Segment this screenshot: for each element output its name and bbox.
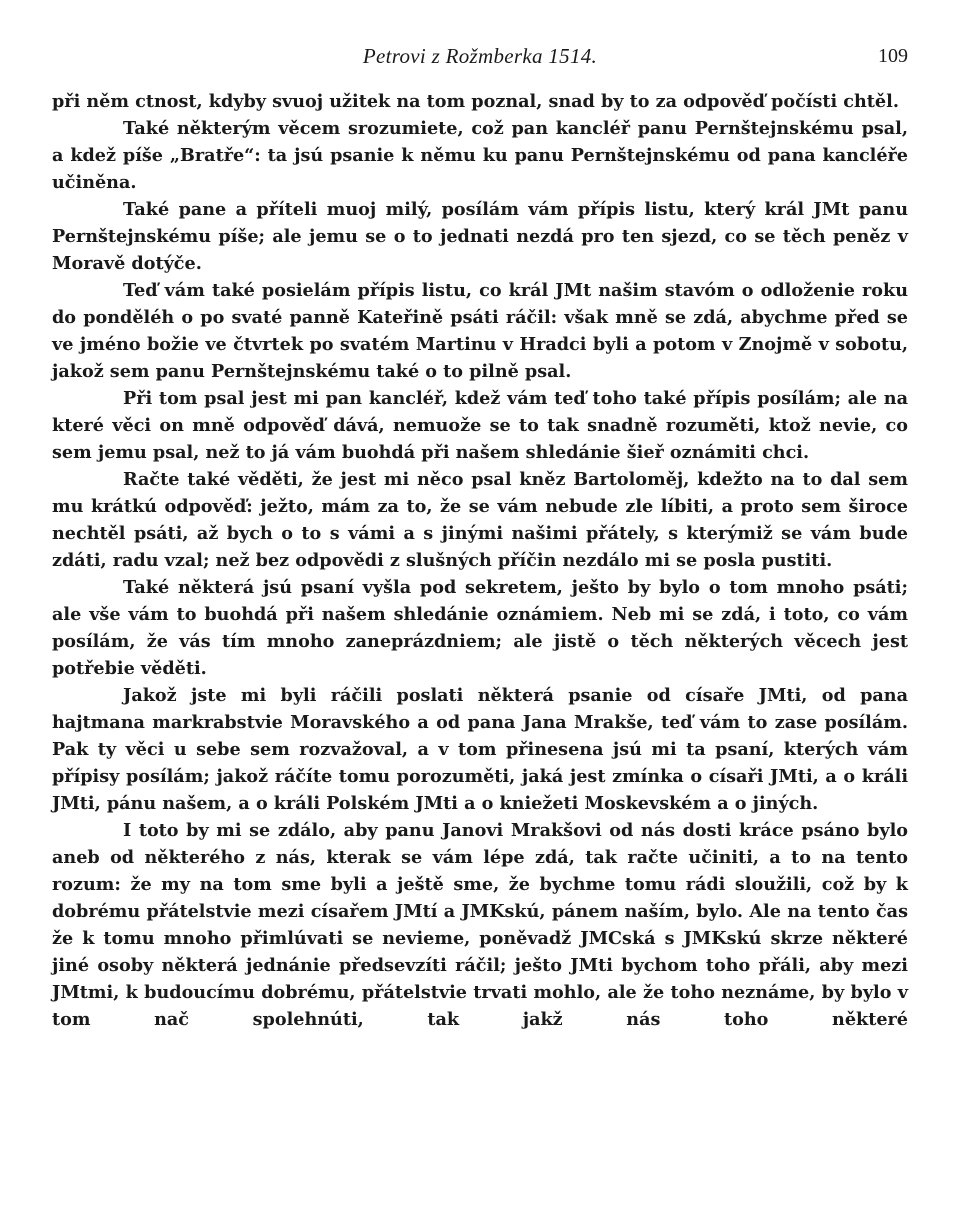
running-title: Petrovi z Rožmberka 1514. xyxy=(362,44,598,68)
paragraph-continued: při něm ctnost, kdyby svuoj užitek na tom poznal, snad by to za odpověď počísti chtěl. xyxy=(52,91,899,112)
paragraph: Račte také věděti, že jest mi něco psal kněz Bartoloměj, kdežto na to dal sem mu krátkú odpověď: ježto, mám za to, že se vám nebude zle líbiti, a proto sem široce nechtěl psáti, až bych o to s vámi a s jinými našimi přátely, s kterýmiž se vám bude zdáti, radu vzal; než bez odpovědi z slušných příčin nezdálo mi se posla pustiti. xyxy=(52,469,908,571)
paragraph: Také některým věcem srozumiete, což pan kancléř panu Pernštejnskému psal, a kdež píše „Bratře“: ta jsú psanie k němu ku panu Pernštejnskému od pana kancléře učiněna. xyxy=(52,118,908,193)
running-head xyxy=(52,44,908,74)
book-page xyxy=(52,44,908,1033)
paragraph: Jakož jste mi byli ráčili poslati některá psanie od císaře JMti, od pana hajtmana markrabstvie Moravského a od pana Jana Mrakše, teď vám to zase posílám. Pak ty věci u sebe sem rozvažoval, a v tom přinesena jsú mi ta psaní, kterých vám přípisy posílám; jakož ráčíte tomu porozuměti, jaká jest zmínka o císaři JMti, a o králi JMti, pánu našem, a o králi Polském JMti a o kniežeti Moskevském a o jiných. xyxy=(52,685,908,814)
page-number: 109 xyxy=(878,45,908,67)
paragraph-continues-next-page: I toto by mi se zdálo, aby panu Janovi Mrakšovi od nás dosti kráce psáno bylo aneb od některého z nás, kterak se vám lépe zdá, tak račte učiniti, a to na tento rozum: že my na tom sme byli a ještě sme, že bychme tomu rádi sloužili, což by k dobrému přátelstvie mezi císařem JMtí a JMKskú, pánem naším, bylo. Ale na tento čas že k tomu mnoho přimlúvati se nevieme, poněvadž JMCská s JMKskú skrze některé jiné osoby některá jednánie předsevzíti ráčil; ješto JMti bychom toho přáli, aby mezi JMtmi, k budoucímu dobrému, přátelstvie trvati mohlo, ale že toho neznáme, by bylo v tom nač spolehnúti, tak jakž nás toho některé xyxy=(52,820,908,1030)
paragraph: Také některá jsú psaní vyšla pod sekretem, ješto by bylo o tom mnoho psáti; ale vše vám to buohdá při našem shledánie oznámiem. Neb mi se zdá, i toto, co vám posílám, že vás tím mnoho zaneprázdniem; ale jistě o těch některých věcech jest potřebie věděti. xyxy=(52,577,908,679)
paragraph: Při tom psal jest mi pan kancléř, kdež vám teď toho také přípis posílám; ale na které věci on mně odpověď dává, nemuože se to tak snadně rozuměti, ktož nevie, co sem jemu psal, než to já vám buohdá při našem shledánie šieř oznámiti chci. xyxy=(52,388,908,463)
letter-body xyxy=(52,88,908,1033)
paragraph: Také pane a příteli muoj milý, posílám vám přípis listu, který král JMt panu Pernštejnskému píše; ale jemu se o to jednati nezdá pro ten sjezd, co se těch peněz v Moravě dotýče. xyxy=(52,199,908,274)
paragraph: Teď vám také posielám přípis listu, co král JMt našim stavóm o odloženie roku do ponděléh o po svaté panně Kateřině psáti ráčil: však mně se zdá, abychme před se ve jméno božie ve čtvrtek po svatém Martinu v Hradci byli a potom v Znojmě v sobotu, jakož sem panu Pernštejnskému také o to pilně psal. xyxy=(52,280,908,382)
